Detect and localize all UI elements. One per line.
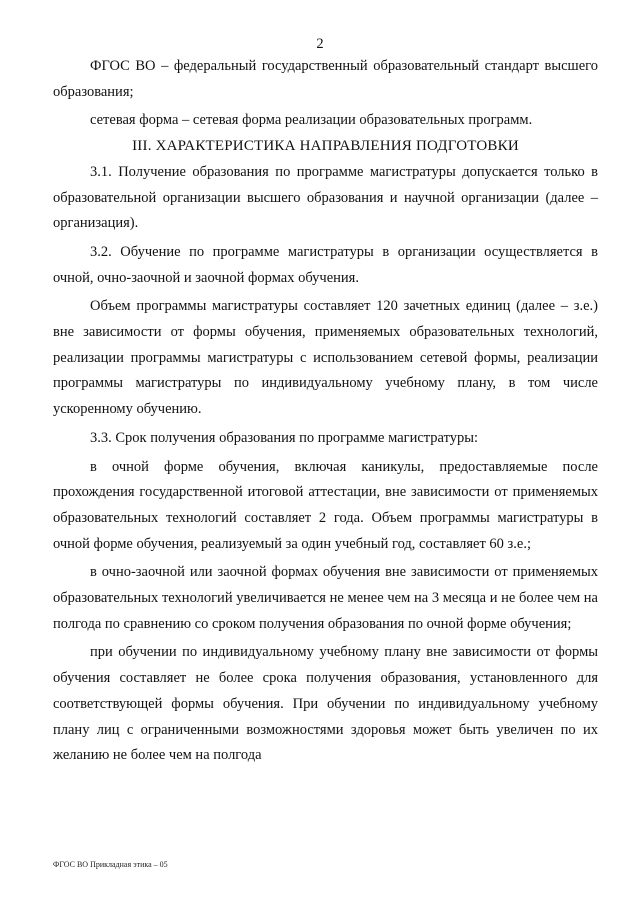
paragraph-volume: Объем программы магистратуры составляет 120 зачетных единиц (далее – з.е.) вне зависимости от формы обучения, применяемых образовательных технологий, реализации программы магистратуры с использованием сетевой формы, реализации программы магистратуры по индивидуальному учебному плану, в том числе ускоренному обучению. — [53, 298, 598, 418]
paragraph-fgos-definition: ФГОС ВО – федеральный государственный образовательный стандарт высшего образования; — [53, 58, 598, 100]
paragraph-3-3: 3.3. Срок получения образования по программе магистратуры: — [90, 429, 479, 446]
page-number: 2 — [316, 36, 324, 52]
paragraph-part-time: в очно-заочной или заочной формах обучения вне зависимости от применяемых образовательных технологий увеличивается не менее чем на 3 месяца и не более чем на полгода по сравнению со сроком получения образования по очной форме обучения; — [53, 564, 598, 632]
paragraph-3-1: 3.1. Получение образования по программе магистратуры допускается только в образовательной организации высшего образования и научной организации (далее – организация). — [53, 163, 598, 232]
paragraph-3-2: 3.2. Обучение по программе магистратуры в организации осуществляется в очной, очно-заочной и заочной формах обучения. — [53, 243, 598, 286]
paragraph-full-time: в очной форме обучения, включая каникулы, предоставляемые после прохождения государственной итоговой аттестации, вне зависимости от применяемых образовательных технологий составляет 2 года. Объем программы магистратуры в очной форме обучения, реализуемый за один учебный год, составляет 60 з.е.; — [53, 458, 598, 552]
paragraph-individual-plan: при обучении по индивидуальному учебному плану вне зависимости от формы обучения составляет не более срока получения образования, установленного для соответствующей формы обучения. При обучении по индивидуальному учебному плану лиц с ограниченными возможностями здоровья может быть увеличен по их желанию не более чем на полгода — [53, 644, 598, 764]
paragraph-network-form-definition: сетевая форма – сетевая форма реализации образовательных программ. — [90, 112, 533, 129]
document-body — [53, 54, 598, 769]
page-footer: ФГОС ВО Прикладная этика – 05 — [53, 860, 168, 869]
section-heading: III. ХАРАКТЕРИСТИКА НАПРАВЛЕНИЯ ПОДГОТОВКИ — [132, 138, 519, 155]
